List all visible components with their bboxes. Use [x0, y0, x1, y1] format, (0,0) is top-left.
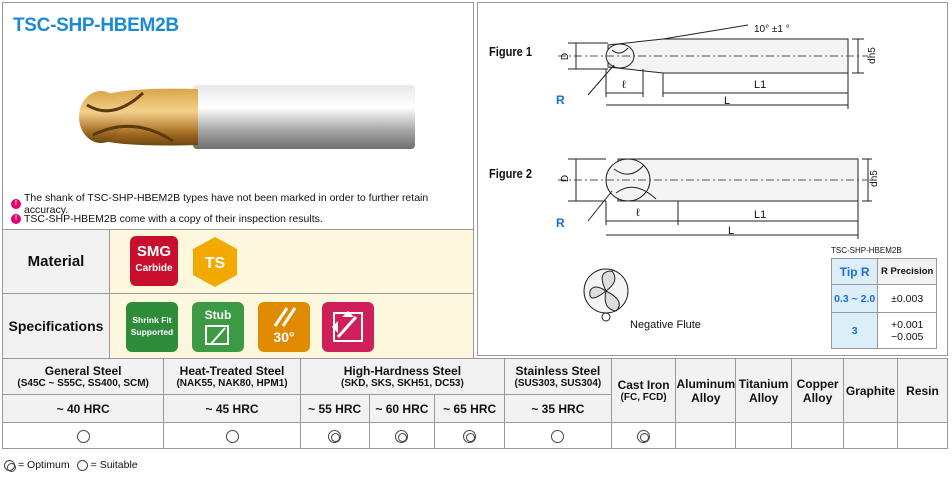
precision-caption: TSC-SHP-HBEM2B [831, 246, 902, 255]
rating-cell [435, 423, 505, 449]
material-badges [109, 229, 474, 294]
rating-cell [300, 423, 369, 449]
rating-cell [676, 423, 736, 449]
fig1-dim-dh5: dh5 [866, 47, 878, 64]
svg-text:TS: TS [204, 255, 226, 272]
suitable-icon [551, 430, 564, 443]
hardness-cell: ~ 60 HRC [369, 395, 435, 423]
suitable-icon [77, 430, 90, 443]
ts-badge [190, 235, 240, 289]
hardness-cell: ~ 55 HRC [300, 395, 369, 423]
fig2-dim-D: D [560, 174, 572, 183]
fig1-taper: 10° ±1 ° [754, 24, 790, 35]
fig1-dim-L1: L1 [754, 79, 767, 91]
note-shank: ! The shank of TSC-SHP-HBEM2B types have not been marked in order to further retain accuracy. [11, 192, 473, 216]
figure-1-drawing [548, 17, 878, 117]
info-icon: ! [11, 199, 21, 209]
rating-cell [792, 423, 844, 449]
fig1-dim-R: R [556, 93, 565, 107]
precision-table [831, 258, 937, 349]
fig2-dim-L1: L1 [754, 209, 767, 221]
tip-r-cell: 3 [832, 313, 878, 349]
fig2-dim-L: L [728, 225, 735, 237]
info-icon: ! [11, 214, 21, 224]
optimum-icon [395, 430, 408, 443]
group-resin: Resin [898, 359, 948, 423]
hardness-cell: ~ 45 HRC [164, 395, 300, 423]
fig1-dim-D: D [560, 52, 572, 61]
hardness-cell: ~ 35 HRC [505, 395, 612, 423]
spec-badges [109, 293, 474, 359]
rating-cell [611, 423, 676, 449]
optimum-icon [4, 460, 15, 471]
fig1-dim-l: ℓ [622, 79, 626, 91]
optimum-icon [637, 430, 650, 443]
r-precision-header: R Precision [878, 259, 937, 285]
fig2-dim-R: R [556, 216, 565, 230]
figure-1-label: Figure 1 [489, 44, 532, 59]
rating-cell [164, 423, 300, 449]
helix-angle-icon [269, 306, 299, 328]
figure-2-label: Figure 2 [489, 166, 532, 181]
suitable-icon [226, 430, 239, 443]
group-cast-iron: Cast Iron (FC, FCD) [611, 359, 676, 423]
legend: = Optimum = Suitable [4, 459, 138, 471]
figure-2-drawing [548, 143, 878, 243]
group-stainless-steel: Stainless Steel (SUS303, SUS304) [505, 359, 612, 395]
suitable-icon [77, 460, 88, 471]
product-title: TSC-SHP-HBEM2B [13, 15, 179, 36]
group-general-steel: General Steel (S45C ~ S55C, SS400, SCM) [3, 359, 164, 395]
product-panel [2, 2, 474, 230]
group-titanium-alloy: Titanium Alloy [736, 359, 792, 423]
group-heat-treated-steel: Heat-Treated Steel (NAK55, NAK80, HPM1) [164, 359, 300, 395]
hardness-cell: ~ 65 HRC [435, 395, 505, 423]
rating-cell [369, 423, 435, 449]
material-table [2, 358, 948, 449]
rating-cell [3, 423, 164, 449]
smg-carbide-badge: SMG Carbide [130, 236, 178, 286]
fig1-dim-L: L [724, 95, 731, 107]
rating-cell [844, 423, 898, 449]
precision-cell: ±0.003 [878, 285, 937, 313]
rating-cell [505, 423, 612, 449]
precision-cell: +0.001 −0.005 [878, 313, 937, 349]
tip-r-header: Tip R [832, 259, 878, 285]
multi-direction-icon [328, 307, 368, 347]
fig2-dim-l: ℓ [636, 207, 640, 219]
optimum-icon [328, 430, 341, 443]
stub-badge: Stub [192, 302, 244, 352]
tip-r-cell: 0.3 ~ 2.0 [832, 285, 878, 313]
30-degree-badge: 30° [258, 302, 310, 352]
material-label: Material [2, 229, 110, 294]
optimum-icon [463, 430, 476, 443]
specifications-label: Specifications [2, 293, 110, 359]
shrink-fit-badge: Shrink Fit Supported [126, 302, 178, 352]
note-inspection: ! TSC-SHP-HBEM2B come with a copy of their inspection results. [11, 213, 323, 225]
rating-cell [898, 423, 948, 449]
negative-flute-label: Negative Flute [630, 319, 701, 331]
fig2-dim-dh5: dh5 [868, 170, 880, 187]
rating-row [3, 423, 948, 449]
group-graphite: Graphite [844, 359, 898, 423]
end-mill-image [73, 75, 423, 175]
hardness-cell: ~ 40 HRC [3, 395, 164, 423]
slotting-badge [322, 302, 374, 352]
stub-icon [203, 324, 233, 346]
rating-cell [736, 423, 792, 449]
group-copper-alloy: Copper Alloy [792, 359, 844, 423]
group-high-hardness-steel: High-Hardness Steel (SKD, SKS, SKH51, DC53) [300, 359, 504, 395]
group-aluminum-alloy: Aluminum Alloy [676, 359, 736, 423]
